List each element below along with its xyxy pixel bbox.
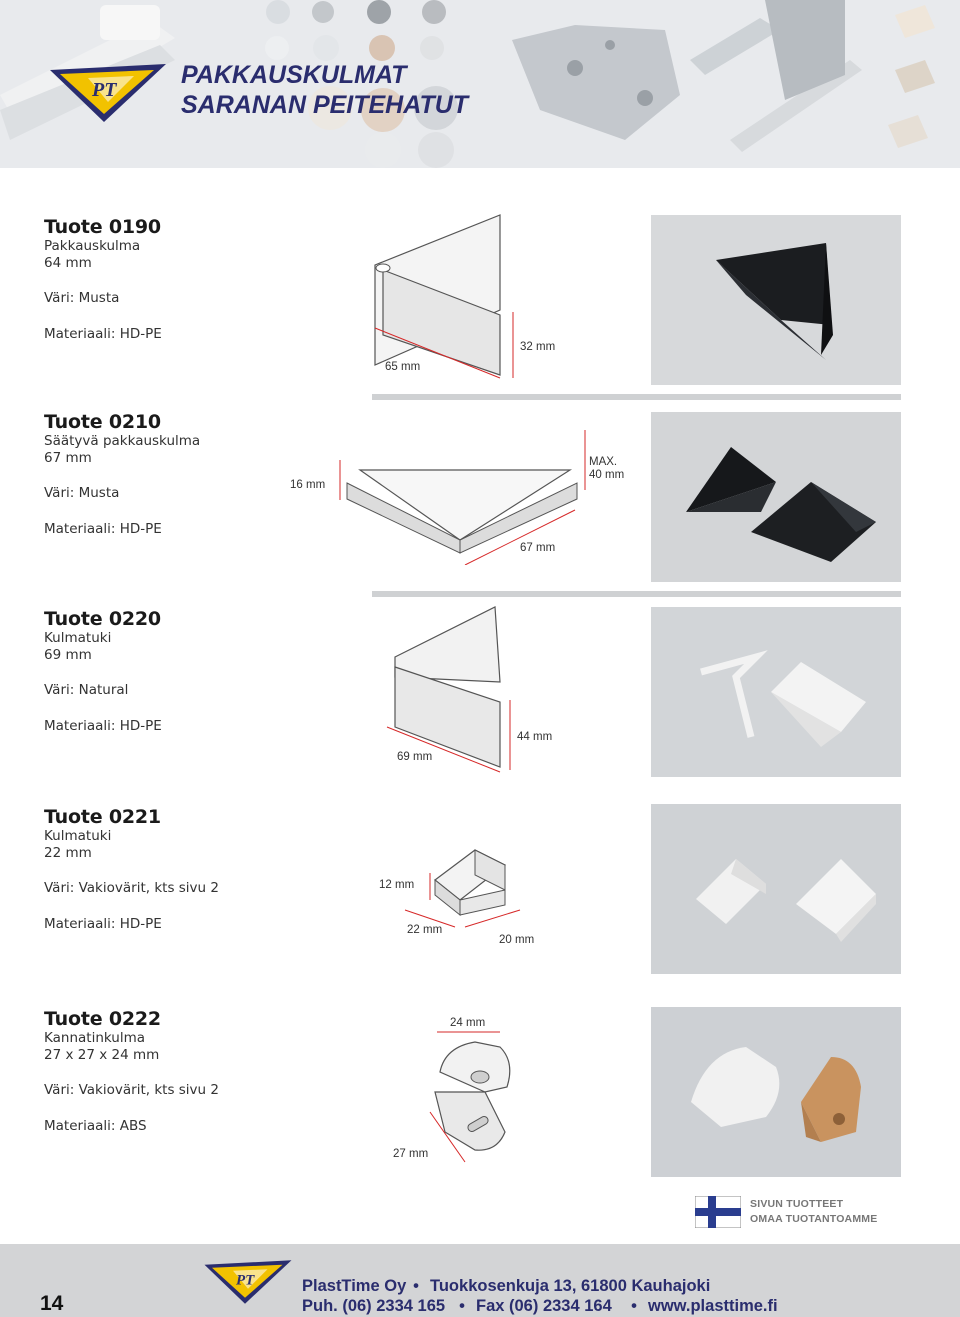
dimension-label: 24 mm (450, 1017, 486, 1029)
product-color: Väri: Musta (44, 485, 120, 501)
product-photo (651, 1007, 901, 1177)
product-size: 27 x 27 x 24 mm (44, 1047, 160, 1063)
product-photo (651, 804, 901, 974)
product-color: Väri: Natural (44, 682, 129, 698)
product-photo (651, 607, 901, 777)
bullet-separator: • (459, 1297, 465, 1315)
footer-contact-line (302, 1297, 778, 1316)
product-info (44, 806, 344, 933)
product-size: 64 mm (44, 255, 92, 271)
product-diagram (375, 825, 555, 955)
product-title: Tuote 0210 (44, 411, 161, 433)
dimension-label: 65 mm (385, 361, 421, 373)
pt-logo-icon (203, 1256, 293, 1308)
product-material: Materiaali: ABS (44, 1118, 147, 1134)
product-color: Väri: Vakiovärit, kts sivu 2 (44, 880, 219, 896)
title-line-2: SARANAN PEITEHATUT (181, 91, 469, 119)
company-address: Tuokkosenkuja 13, 61800 Kauhajoki (430, 1277, 711, 1295)
dimension-label: 32 mm (520, 341, 556, 353)
product-diagram (385, 1012, 555, 1167)
product-material: Materiaali: HD-PE (44, 521, 162, 537)
section-divider (372, 394, 901, 400)
dimension-label: 22 mm (407, 924, 443, 936)
dimension-label: 12 mm (379, 879, 415, 891)
dimension-label: 16 mm (290, 479, 326, 491)
dimension-label: 27 mm (393, 1148, 429, 1160)
company-website[interactable]: www.plasttime.fi (648, 1297, 778, 1315)
dimension-label: 69 mm (397, 751, 433, 763)
product-info (44, 216, 344, 343)
dimension-label: MAX. (589, 456, 618, 468)
product-info (44, 608, 344, 735)
product-title: Tuote 0190 (44, 216, 161, 238)
product-diagram (375, 602, 575, 777)
product-size: 22 mm (44, 845, 92, 861)
product-size: 69 mm (44, 647, 92, 663)
product-material: Materiaali: HD-PE (44, 326, 162, 342)
product-size: 67 mm (44, 450, 92, 466)
pt-logo-icon (48, 62, 168, 124)
company-name: PlastTime Oy (302, 1277, 407, 1295)
dimension-label: 44 mm (517, 731, 553, 743)
product-photo (651, 215, 901, 385)
bullet-separator: • (631, 1297, 637, 1315)
product-diagram (285, 415, 630, 565)
product-title: Tuote 0222 (44, 1008, 161, 1030)
section-divider (372, 591, 901, 597)
company-fax: Fax (06) 2334 164 (476, 1297, 612, 1315)
product-color: Väri: Musta (44, 290, 120, 306)
product-title: Tuote 0220 (44, 608, 161, 630)
finland-flag-icon (695, 1196, 741, 1228)
dimension-label: 20 mm (499, 934, 535, 946)
product-title: Tuote 0221 (44, 806, 161, 828)
logo-text: PT (92, 79, 117, 101)
page-footer (0, 1244, 960, 1317)
product-material: Materiaali: HD-PE (44, 718, 162, 734)
product-diagram (365, 210, 575, 385)
company-phone: Puh. (06) 2334 165 (302, 1297, 446, 1315)
page-title (181, 60, 468, 120)
product-name: Pakkauskulma (44, 238, 141, 254)
product-name: Säätyvä pakkauskulma (44, 433, 201, 449)
dimension-label: 67 mm (520, 542, 556, 554)
product-name: Kulmatuki (44, 630, 112, 646)
product-color: Väri: Vakiovärit, kts sivu 2 (44, 1082, 219, 1098)
title-line-1: PAKKAUSKULMAT (181, 61, 407, 89)
badge-line-1: SIVUN TUOTTEET (750, 1198, 844, 1210)
badge-line-2: OMAA TUOTANTOAMME (750, 1213, 878, 1225)
page-header (0, 0, 960, 168)
product-name: Kulmatuki (44, 828, 112, 844)
product-name: Kannatinkulma (44, 1030, 146, 1046)
dimension-label: 40 mm (589, 469, 625, 481)
footer-address-line (302, 1277, 710, 1296)
logo-text: PT (236, 1272, 255, 1289)
page-number: 14 (40, 1292, 64, 1315)
product-photo (651, 412, 901, 582)
product-material: Materiaali: HD-PE (44, 916, 162, 932)
bullet-separator: • (413, 1277, 419, 1295)
product-info (44, 1008, 344, 1135)
